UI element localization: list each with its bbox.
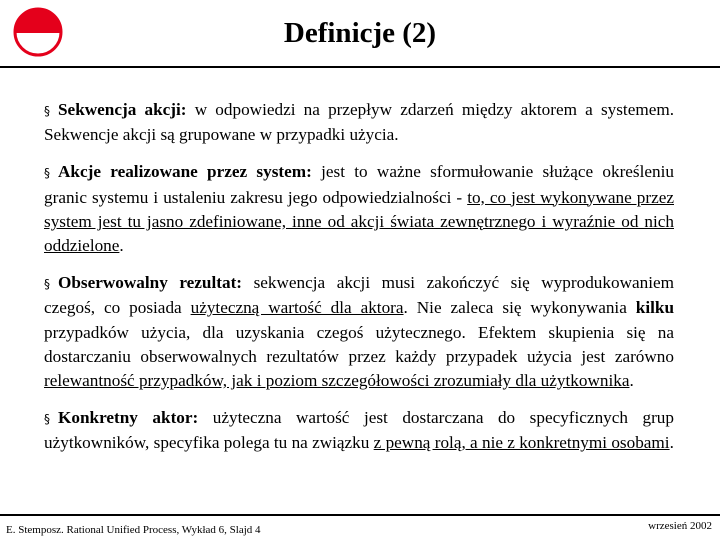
underlined-text: z pewną rolą, a nie z konkretnymi osobami — [373, 433, 670, 453]
bullet-term: Obserwowalny rezultat: — [58, 273, 243, 293]
bullet-marker-icon: § — [44, 166, 50, 181]
bullet-text: w odpowiedzi na przepływ zdarzeń między aktorem a systemem. Sekwencje akcji są grupowane w przypadki użycia. — [44, 100, 674, 145]
bullet-term: Akcje realizowane przez system: — [58, 162, 312, 182]
bullet-text: . — [119, 236, 124, 256]
bullet-marker-icon: § — [44, 104, 50, 118]
slide-title: Definicje (2) — [283, 17, 437, 49]
bullet-text: . Nie zaleca się wykonywania — [403, 298, 636, 318]
bullet-term: Konkretny aktor: — [58, 408, 199, 428]
bullet-text: sekwencja akcji musi zakończyć się wyprodukowaniem czegoś, co posiada — [44, 273, 674, 318]
bullet-text: jest to ważne sformułowanie służące określeniu granic systemu i ustaleniu zakresu jego odpowiedzialności - — [44, 162, 674, 207]
bullet-text: . — [629, 371, 634, 391]
top-divider — [0, 66, 720, 68]
bottom-divider — [0, 514, 720, 516]
footer-date: wrzesień 2002 — [648, 520, 712, 532]
bullet-text: . — [669, 433, 674, 453]
bold-text: kilku — [635, 298, 675, 318]
bullet-text: przypadków użycia, dla uzyskania czegoś użytecznego. Efektem skupienia się na dostarczaniu obserwowalnych rezultatów przez każdy przypadek użycia jest zarówno — [44, 322, 674, 366]
slide-content — [44, 98, 674, 469]
underlined-text: relewantność przypadków, jak i poziom szczegółowości zrozumiały dla użytkownika — [44, 371, 630, 391]
bullet-marker-icon: § — [44, 412, 50, 427]
bullet-text: użyteczna wartość jest dostarczana do specyficznych grup użytkowników, specyfika polega tu na związku — [44, 408, 674, 453]
bullet-obserwowalny-rezultat — [44, 271, 674, 393]
bullet-konkretny-aktor — [44, 406, 674, 455]
bullet-term: Sekwencja akcji: — [58, 100, 187, 119]
footer-source: E. Stemposz. Rational Unified Process, Wykład 6, Slajd 4 — [6, 524, 261, 536]
bullet-sekwencja-akcji — [44, 98, 674, 147]
bullet-akcje-realizowane — [44, 160, 674, 258]
underlined-text: użyteczną wartość dla aktora — [190, 298, 404, 318]
underlined-text: to, co jest wykonywane przez system jest tu jasno zdefiniowane, inne od akcji świata zewnętrznego i wyraźnie od nich oddzielone — [44, 187, 674, 256]
bullet-marker-icon: § — [44, 277, 50, 292]
